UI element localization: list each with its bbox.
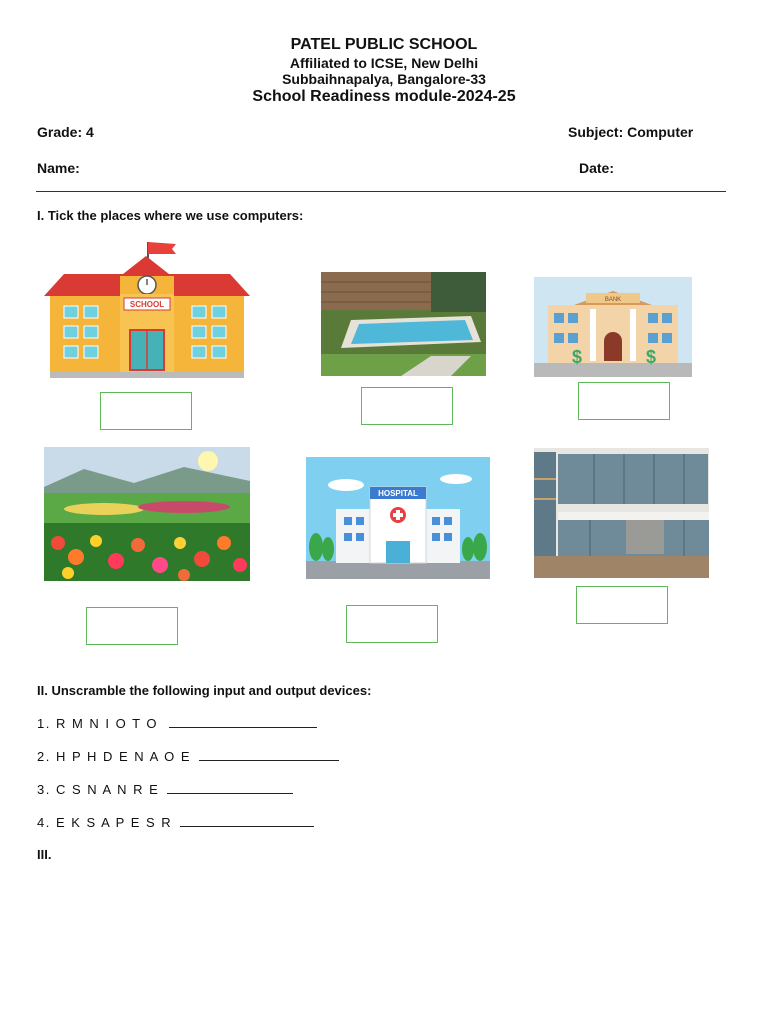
address: Subbaihnapalya, Bangalore-33 <box>282 71 486 87</box>
scrambled-word: 4. E K S A P E S R <box>37 815 173 830</box>
svg-text:$: $ <box>572 347 583 367</box>
school-image <box>44 238 250 380</box>
answer-line[interactable] <box>169 715 317 728</box>
tick-box-school[interactable] <box>100 392 192 430</box>
tick-box-garden[interactable] <box>86 607 178 645</box>
garden-image <box>44 447 250 581</box>
tick-box-bank[interactable] <box>578 382 670 420</box>
header-divider <box>36 191 726 192</box>
section-2-heading: II. Unscramble the following input and output devices: <box>37 683 372 698</box>
swimming-pool-image <box>321 272 486 376</box>
tick-box-kitchen[interactable] <box>576 586 668 624</box>
tick-box-hospital[interactable] <box>346 605 438 643</box>
hospital-sign-text: HOSPITAL <box>378 489 418 498</box>
module-title: School Readiness module-2024-25 <box>252 88 516 105</box>
answer-line[interactable] <box>167 781 293 794</box>
unscramble-item-1 <box>37 715 317 731</box>
section-3-heading: III. <box>37 847 52 862</box>
hospital-image <box>306 457 490 579</box>
kitchen-image <box>534 448 709 578</box>
school-name: PATEL PUBLIC SCHOOL <box>290 36 478 53</box>
unscramble-item-4 <box>37 814 314 830</box>
tick-box-swimming-pool[interactable] <box>361 387 453 425</box>
subject-label: Subject: Computer <box>568 124 694 140</box>
answer-line[interactable] <box>199 748 339 761</box>
section-1-heading: I. Tick the places where we use computers: <box>37 208 304 223</box>
scrambled-word: 1. R M N I O T O <box>37 716 159 731</box>
scrambled-word: 2. H P H D E N A O E <box>37 749 192 764</box>
svg-text:$: $ <box>646 347 657 367</box>
scrambled-word: 3. C S N A N R E <box>37 782 160 797</box>
school-sign-text: SCHOOL <box>129 300 165 309</box>
date-label: Date: <box>579 160 615 176</box>
answer-line[interactable] <box>180 814 314 827</box>
affiliation: Affiliated to ICSE, New Delhi <box>289 55 479 71</box>
bank-sign-text: BANK <box>604 297 622 303</box>
unscramble-item-2 <box>37 748 339 764</box>
grade-label: Grade: 4 <box>37 124 94 140</box>
bank-image <box>534 277 692 377</box>
name-label: Name: <box>37 160 80 176</box>
unscramble-item-3 <box>37 781 293 797</box>
